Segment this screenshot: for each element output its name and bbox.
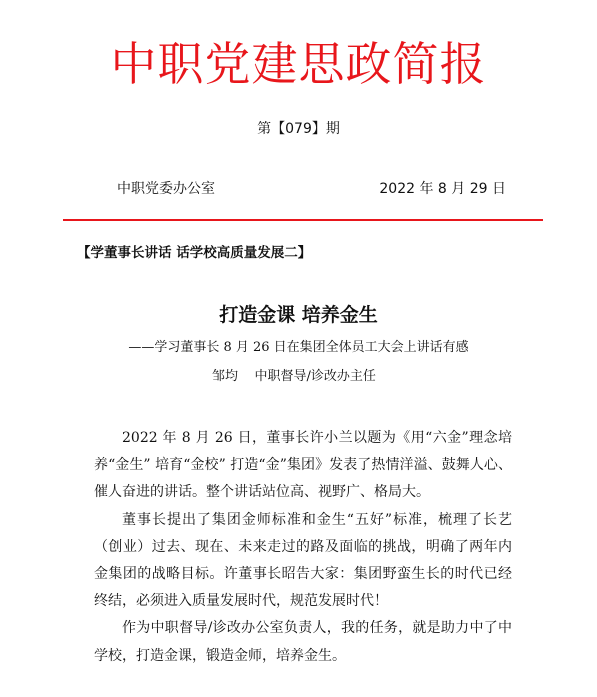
article-paragraph: 作为中职督导/诊改办公室负责人，我的任务，就是助力中了中学校，打造金课，锻造金师，培养金生。	[94, 620, 512, 664]
article-author: 邹均 中职督导/诊改办主任	[212, 369, 376, 384]
article-paragraph: 2022 年 8 月 26 日，董事长许小兰以题为《用“六金”理念培养“金生” 培育“金校” 打造“金”集团》发表了热情洋溢、鼓舞人心、催人奋进的讲话。整个讲话站位高、视野广、格局大。	[94, 430, 512, 501]
article-paragraph: 董事长提出了集团金师标准和金生“五好”标准，梳理了长艺（创业）过去、现在、未来走过的路及面临的挑战，明确了两年内金集团的战略目标。许董事长昭告大家：集团野蛮生长的时代已经终结，必须进入质量发展时代，规范发展时代！	[94, 511, 512, 610]
issuing-office: 中职党委办公室	[117, 181, 215, 197]
issue-date: 2022 年 8 月 29 日	[379, 181, 506, 197]
red-divider-rule	[63, 219, 543, 221]
newsletter-masthead-title: 中职党建思政简报	[110, 37, 487, 91]
article-body	[94, 425, 512, 670]
issue-number: 第【079】期	[257, 121, 340, 137]
article-subtitle: ——学习董事长 8 月 26 日在集团全体员工大会上讲话有感	[128, 340, 469, 355]
article-title: 打造金课 培养金生	[219, 304, 378, 326]
column-tag: 【学董事长讲话 话学校高质量发展二】	[77, 245, 312, 261]
